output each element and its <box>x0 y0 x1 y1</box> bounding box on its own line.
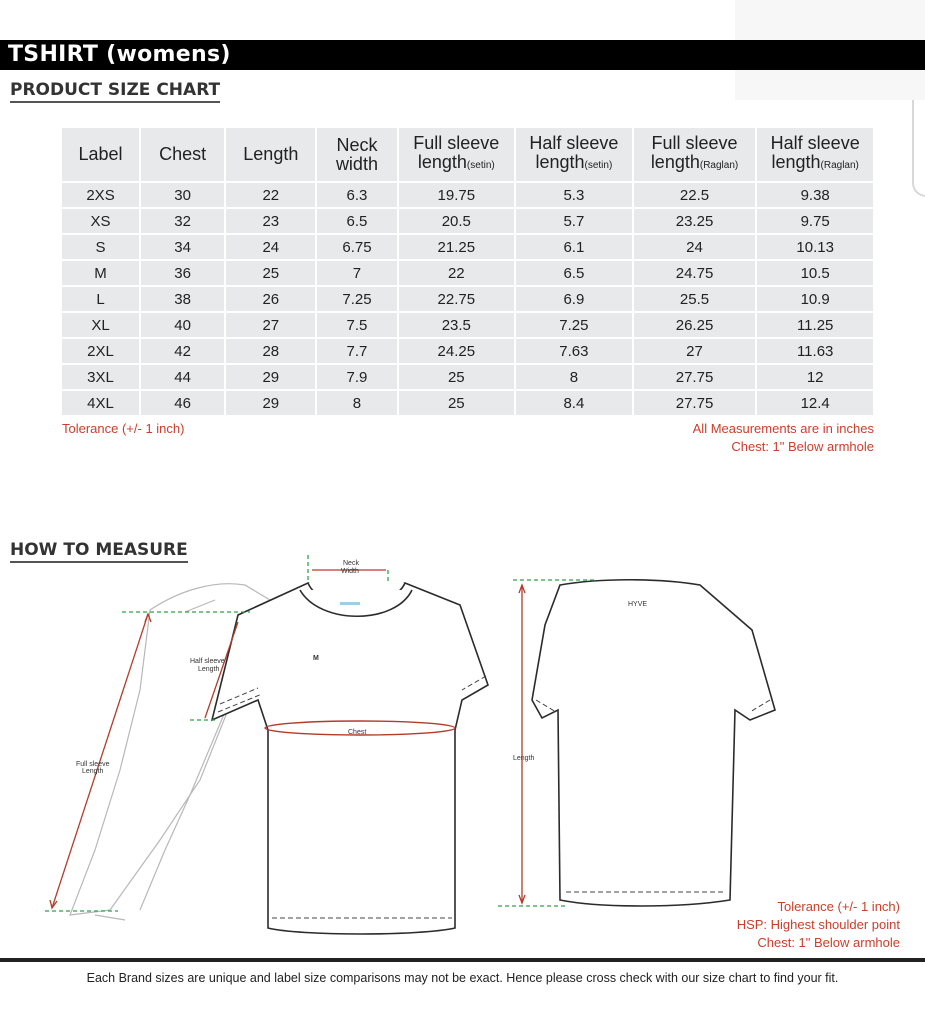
length-label: Length <box>513 755 535 762</box>
column-header-label: Half sleeve length <box>529 133 619 172</box>
table-cell: 38 <box>141 287 224 311</box>
table-cell: 7.9 <box>317 365 396 389</box>
table-cell: 7 <box>317 261 396 285</box>
table-row <box>62 391 873 415</box>
table-cell: 11.63 <box>757 339 873 363</box>
table-cell: S <box>62 235 139 259</box>
column-header-sublabel: (Raglan) <box>820 160 859 171</box>
table-cell: 21.25 <box>399 235 515 259</box>
table-cell: 24.25 <box>399 339 515 363</box>
size-chart-heading: PRODUCT SIZE CHART <box>10 80 220 103</box>
column-header <box>757 128 873 181</box>
table-cell: 26 <box>226 287 315 311</box>
front-tshirt <box>212 583 488 934</box>
table-cell: 9.38 <box>757 183 873 207</box>
table-cell: 9.75 <box>757 209 873 233</box>
table-header-row <box>62 128 873 181</box>
full-sleeve-label-1: Full sleeve <box>76 761 110 768</box>
table-cell: 25 <box>399 365 515 389</box>
table-cell: 6.5 <box>516 261 632 285</box>
table-body <box>62 183 873 415</box>
column-header-label: Half sleeve length <box>770 133 860 172</box>
table-cell: 32 <box>141 209 224 233</box>
table-cell: 10.9 <box>757 287 873 311</box>
table-cell: 40 <box>141 313 224 337</box>
table-cell: 23 <box>226 209 315 233</box>
table-cell: 6.9 <box>516 287 632 311</box>
table-row <box>62 339 873 363</box>
column-header-label: Length <box>243 144 299 164</box>
table-cell: 2XS <box>62 183 139 207</box>
table-cell: 6.3 <box>317 183 396 207</box>
table-cell: 11.25 <box>757 313 873 337</box>
table-cell: 8.4 <box>516 391 632 415</box>
table-cell: 23.25 <box>634 209 756 233</box>
column-header-sublabel: (setin) <box>466 160 495 171</box>
table-cell: 7.5 <box>317 313 396 337</box>
tolerance-note: Tolerance (+/- 1 inch) <box>62 421 185 436</box>
table-cell: 22 <box>226 183 315 207</box>
table-row <box>62 183 873 207</box>
table-cell: 8 <box>317 391 396 415</box>
table-cell: 7.25 <box>317 287 396 311</box>
half-sleeve-label-2: Length <box>198 666 220 673</box>
table-cell: 29 <box>226 391 315 415</box>
table-cell: 34 <box>141 235 224 259</box>
measure-diagram <box>0 545 925 955</box>
column-header <box>62 128 139 181</box>
column-header <box>634 128 756 181</box>
table-cell: 2XL <box>62 339 139 363</box>
column-header-label: Label <box>78 144 123 164</box>
table-cell: 27 <box>226 313 315 337</box>
size-table-wrapper <box>60 126 875 417</box>
title-bar <box>0 40 925 70</box>
table-cell: 10.13 <box>757 235 873 259</box>
table-cell: 23.5 <box>399 313 515 337</box>
table-cell: 29 <box>226 365 315 389</box>
table-cell: XS <box>62 209 139 233</box>
table-cell: 7.63 <box>516 339 632 363</box>
back-tshirt <box>532 580 775 906</box>
table-cell: 24 <box>226 235 315 259</box>
column-header <box>226 128 315 181</box>
chest-label: Chest <box>348 729 367 736</box>
table-cell: L <box>62 287 139 311</box>
table-cell: 7.7 <box>317 339 396 363</box>
table-cell: 22 <box>399 261 515 285</box>
table-cell: 26.25 <box>634 313 756 337</box>
corner-decoration <box>912 100 925 197</box>
column-header <box>516 128 632 181</box>
table-cell: 25 <box>226 261 315 285</box>
hsp-note: HSP: Highest shoulder point <box>736 917 900 932</box>
table-cell: 5.7 <box>516 209 632 233</box>
table-row <box>62 261 873 285</box>
table-cell: 10.5 <box>757 261 873 285</box>
full-sleeve-label-2: Length <box>82 768 104 775</box>
column-header-sublabel: (setin) <box>584 160 613 171</box>
table-cell: 27.75 <box>634 365 756 389</box>
table-cell: 12.4 <box>757 391 873 415</box>
neck-label-1: Neck <box>343 560 359 567</box>
table-cell: 27.75 <box>634 391 756 415</box>
table-row <box>62 235 873 259</box>
units-note: All Measurements are in inches <box>692 421 874 436</box>
table-cell: 19.75 <box>399 183 515 207</box>
table-cell: 4XL <box>62 391 139 415</box>
table-cell: 22.75 <box>399 287 515 311</box>
column-header-label: Full sleeve length <box>413 133 500 172</box>
table-cell: 5.3 <box>516 183 632 207</box>
page-title: TSHIRT (womens) <box>8 42 231 67</box>
column-header <box>141 128 224 181</box>
table-cell: 20.5 <box>399 209 515 233</box>
table-cell: 6.1 <box>516 235 632 259</box>
half-sleeve-label-1: Half sleeve <box>190 658 225 665</box>
table-cell: 28 <box>226 339 315 363</box>
table-cell: 24 <box>634 235 756 259</box>
table-cell: 6.75 <box>317 235 396 259</box>
table-cell: M <box>62 261 139 285</box>
column-header <box>399 128 515 181</box>
column-header-label: Chest <box>159 144 207 164</box>
table-cell: 30 <box>141 183 224 207</box>
table-cell: 24.75 <box>634 261 756 285</box>
table-row <box>62 313 873 337</box>
chest-note-2: Chest: 1" Below armhole <box>757 935 900 950</box>
table-cell: 46 <box>141 391 224 415</box>
table-cell: 8 <box>516 365 632 389</box>
table-cell: 22.5 <box>634 183 756 207</box>
table-cell: 3XL <box>62 365 139 389</box>
table-cell: 44 <box>141 365 224 389</box>
column-header-label: Neck width <box>335 134 378 174</box>
column-header-label: Full sleeve length <box>650 133 738 172</box>
chest-note: Chest: 1" Below armhole <box>731 439 874 454</box>
how-to-measure-heading: HOW TO MEASURE <box>10 540 188 563</box>
table-cell: 25 <box>399 391 515 415</box>
front-logo: M <box>313 655 319 662</box>
size-table <box>60 126 875 417</box>
footer-divider <box>0 958 925 962</box>
neck-tag <box>340 602 360 605</box>
table-cell: 36 <box>141 261 224 285</box>
neck-label-2: Width <box>341 568 359 575</box>
table-cell: 12 <box>757 365 873 389</box>
table-cell: 6.5 <box>317 209 396 233</box>
back-tag: HYVE <box>628 601 648 608</box>
column-header-sublabel: (Raglan) <box>699 160 739 171</box>
table-row <box>62 287 873 311</box>
table-row <box>62 365 873 389</box>
tolerance-note-2: Tolerance (+/- 1 inch) <box>777 899 900 914</box>
table-row <box>62 209 873 233</box>
table-cell: 27 <box>634 339 756 363</box>
footer-disclaimer: Each Brand sizes are unique and label size comparisons may not be exact. Hence please cross check with our size chart to find your fit. <box>86 971 839 985</box>
table-cell: 7.25 <box>516 313 632 337</box>
table-cell: XL <box>62 313 139 337</box>
column-header <box>317 128 396 181</box>
table-cell: 25.5 <box>634 287 756 311</box>
table-cell: 42 <box>141 339 224 363</box>
